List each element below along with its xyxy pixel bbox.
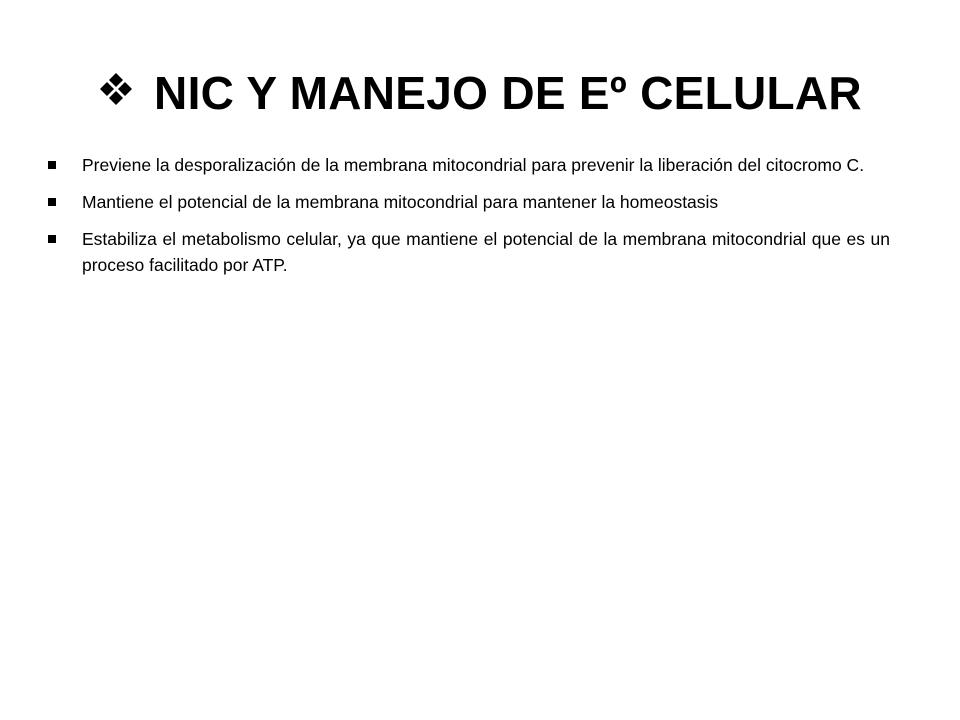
bullet-item	[48, 189, 890, 215]
slide-title: NIC Y MANEJO DE Eº CELULAR	[154, 67, 862, 119]
bullet-item	[48, 152, 890, 178]
bullet-text: Mantiene el potencial de la membrana mitocondrial para mantener la homeostasis	[82, 192, 719, 212]
diamond-cluster-icon	[98, 71, 134, 107]
bullet-text: Previene la desporalización de la membrana mitocondrial para prevenir la liberación del citocromo C.	[82, 155, 865, 175]
bullet-item	[48, 226, 890, 278]
bullet-text: Estabiliza el metabolismo celular, ya que mantiene el potencial de la membrana mitocondrial que es un proceso facilitado por ATP.	[82, 229, 890, 275]
square-bullet-icon	[48, 198, 56, 206]
title-row	[0, 58, 960, 128]
square-bullet-icon	[48, 161, 56, 169]
square-bullet-icon	[48, 235, 56, 243]
bullet-list	[48, 152, 890, 289]
